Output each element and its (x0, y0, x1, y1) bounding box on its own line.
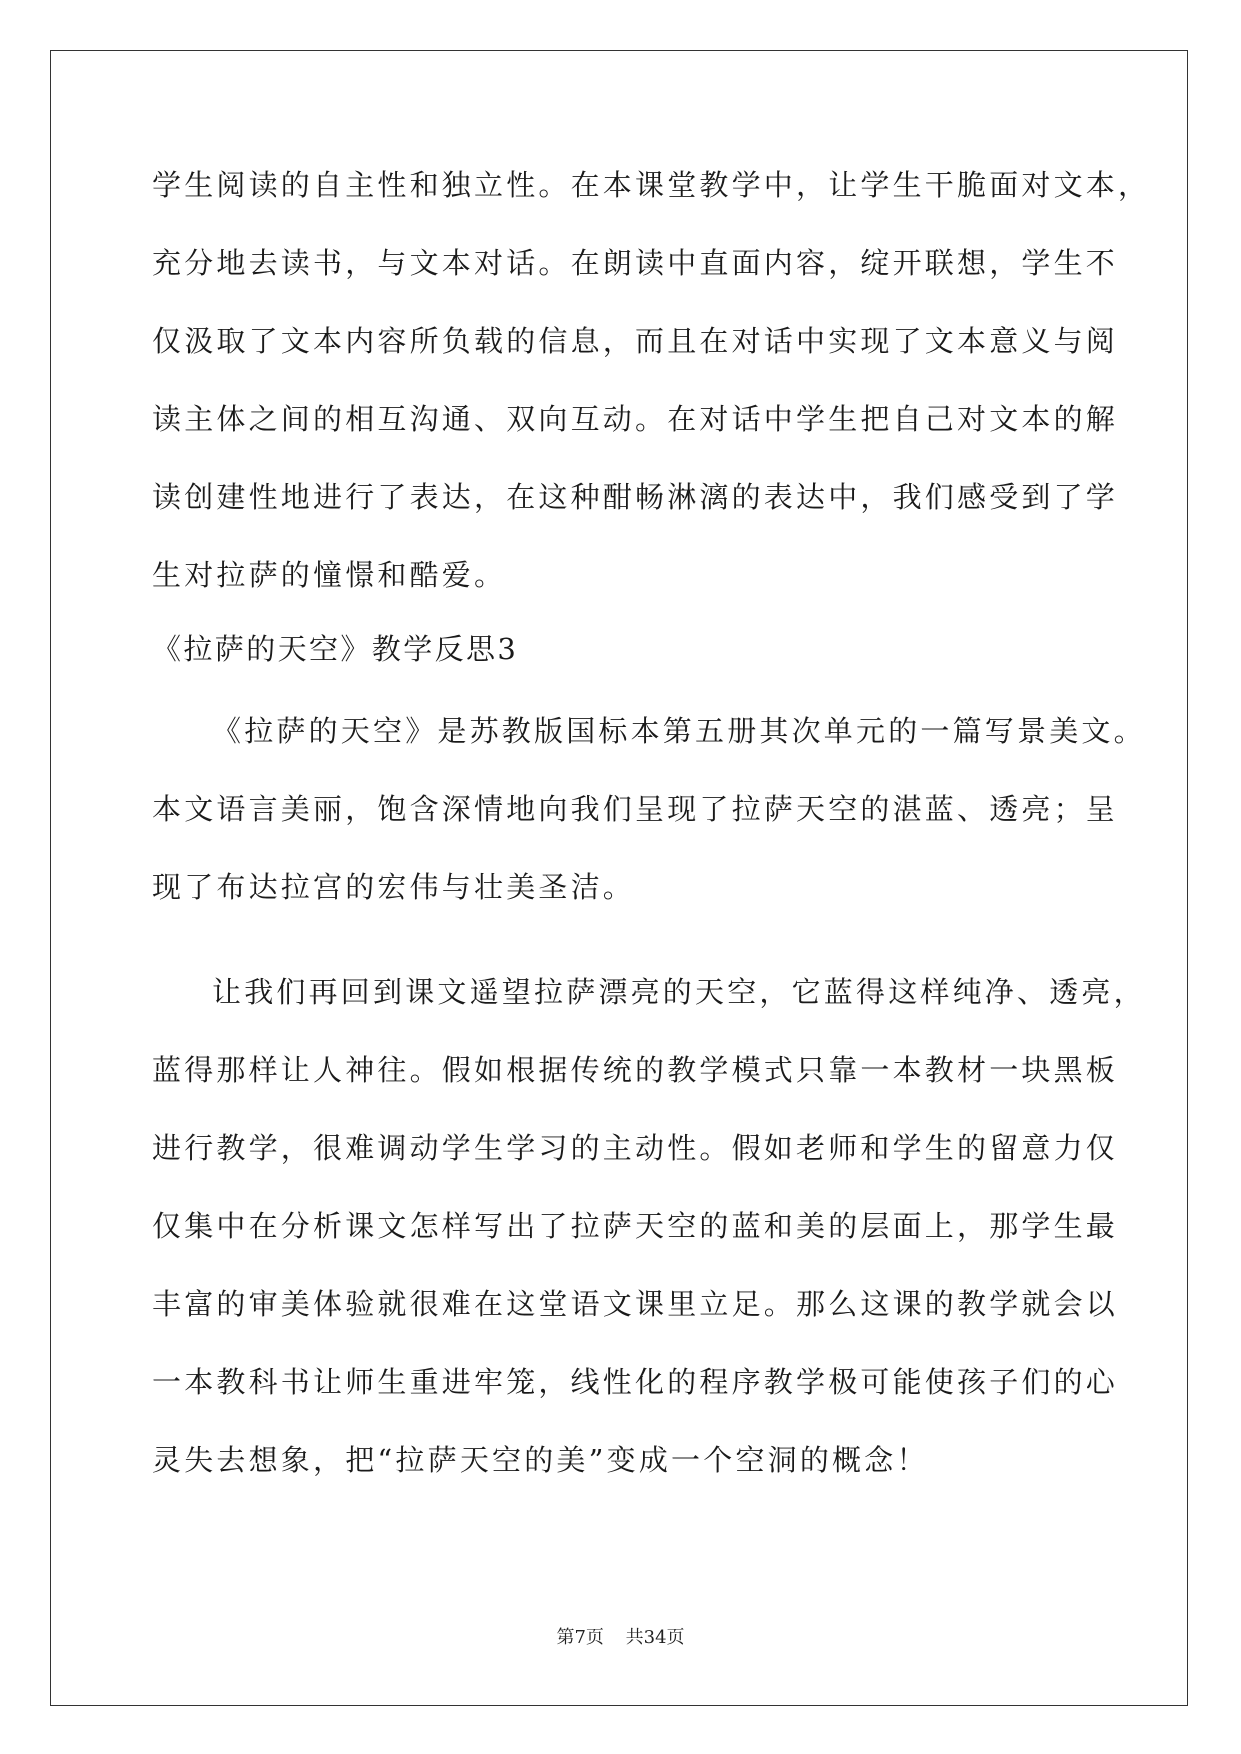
paragraph-line: 本文语言美丽，饱含深情地向我们呈现了拉萨天空的湛蓝、透亮；呈 (152, 792, 1119, 826)
paragraph-line: 一本教科书让师生重进牢笼，线性化的程序教学极可能使孩子们的心 (152, 1365, 1119, 1399)
paragraph-line: 丰富的审美体验就很难在这堂语文课里立足。那么这课的教学就会以 (152, 1287, 1119, 1321)
paragraph-line: 蓝得那样让人神往。假如根据传统的教学模式只靠一本教材一块黑板 (152, 1053, 1119, 1087)
paragraph-line: 灵失去想象，把“拉萨天空的美”变成一个空洞的概念！ (152, 1443, 929, 1477)
section-heading: 《拉萨的天空》教学反思3 (152, 632, 519, 666)
paragraph-line: 仅集中在分析课文怎样写出了拉萨天空的蓝和美的层面上，那学生最 (152, 1209, 1119, 1243)
paragraph-line: 生对拉萨的憧憬和酷爱。 (152, 558, 507, 592)
paragraph-line: 读创建性地进行了表达，在这种酣畅淋漓的表达中，我们感受到了学 (152, 480, 1119, 514)
page-number: 第7页 (556, 1627, 604, 1648)
paragraph-line: 《拉萨的天空》是苏教版国标本第五册其次单元的一篇写景美文。 (212, 714, 1146, 748)
paragraph-line: 让我们再回到课文遥望拉萨漂亮的天空，它蓝得这样纯净、透亮， (212, 975, 1146, 1009)
paragraph-line: 进行教学，很难调动学生学习的主动性。假如老师和学生的留意力仅 (152, 1131, 1119, 1165)
paragraph-line: 读主体之间的相互沟通、双向互动。在对话中学生把自己对文本的解 (152, 402, 1119, 436)
paragraph-line: 仅汲取了文本内容所负载的信息，而且在对话中实现了文本意义与阅 (152, 324, 1119, 358)
page-footer (0, 1623, 1241, 1649)
paragraph-line: 充分地去读书，与文本对话。在朗读中直面内容，绽开联想，学生不 (152, 246, 1119, 280)
page-total: 共34页 (625, 1627, 685, 1648)
paragraph-line: 现了布达拉宫的宏伟与壮美圣洁。 (152, 870, 636, 904)
paragraph-line: 学生阅读的自主性和独立性。在本课堂教学中，让学生干脆面对文本， (152, 168, 1151, 202)
